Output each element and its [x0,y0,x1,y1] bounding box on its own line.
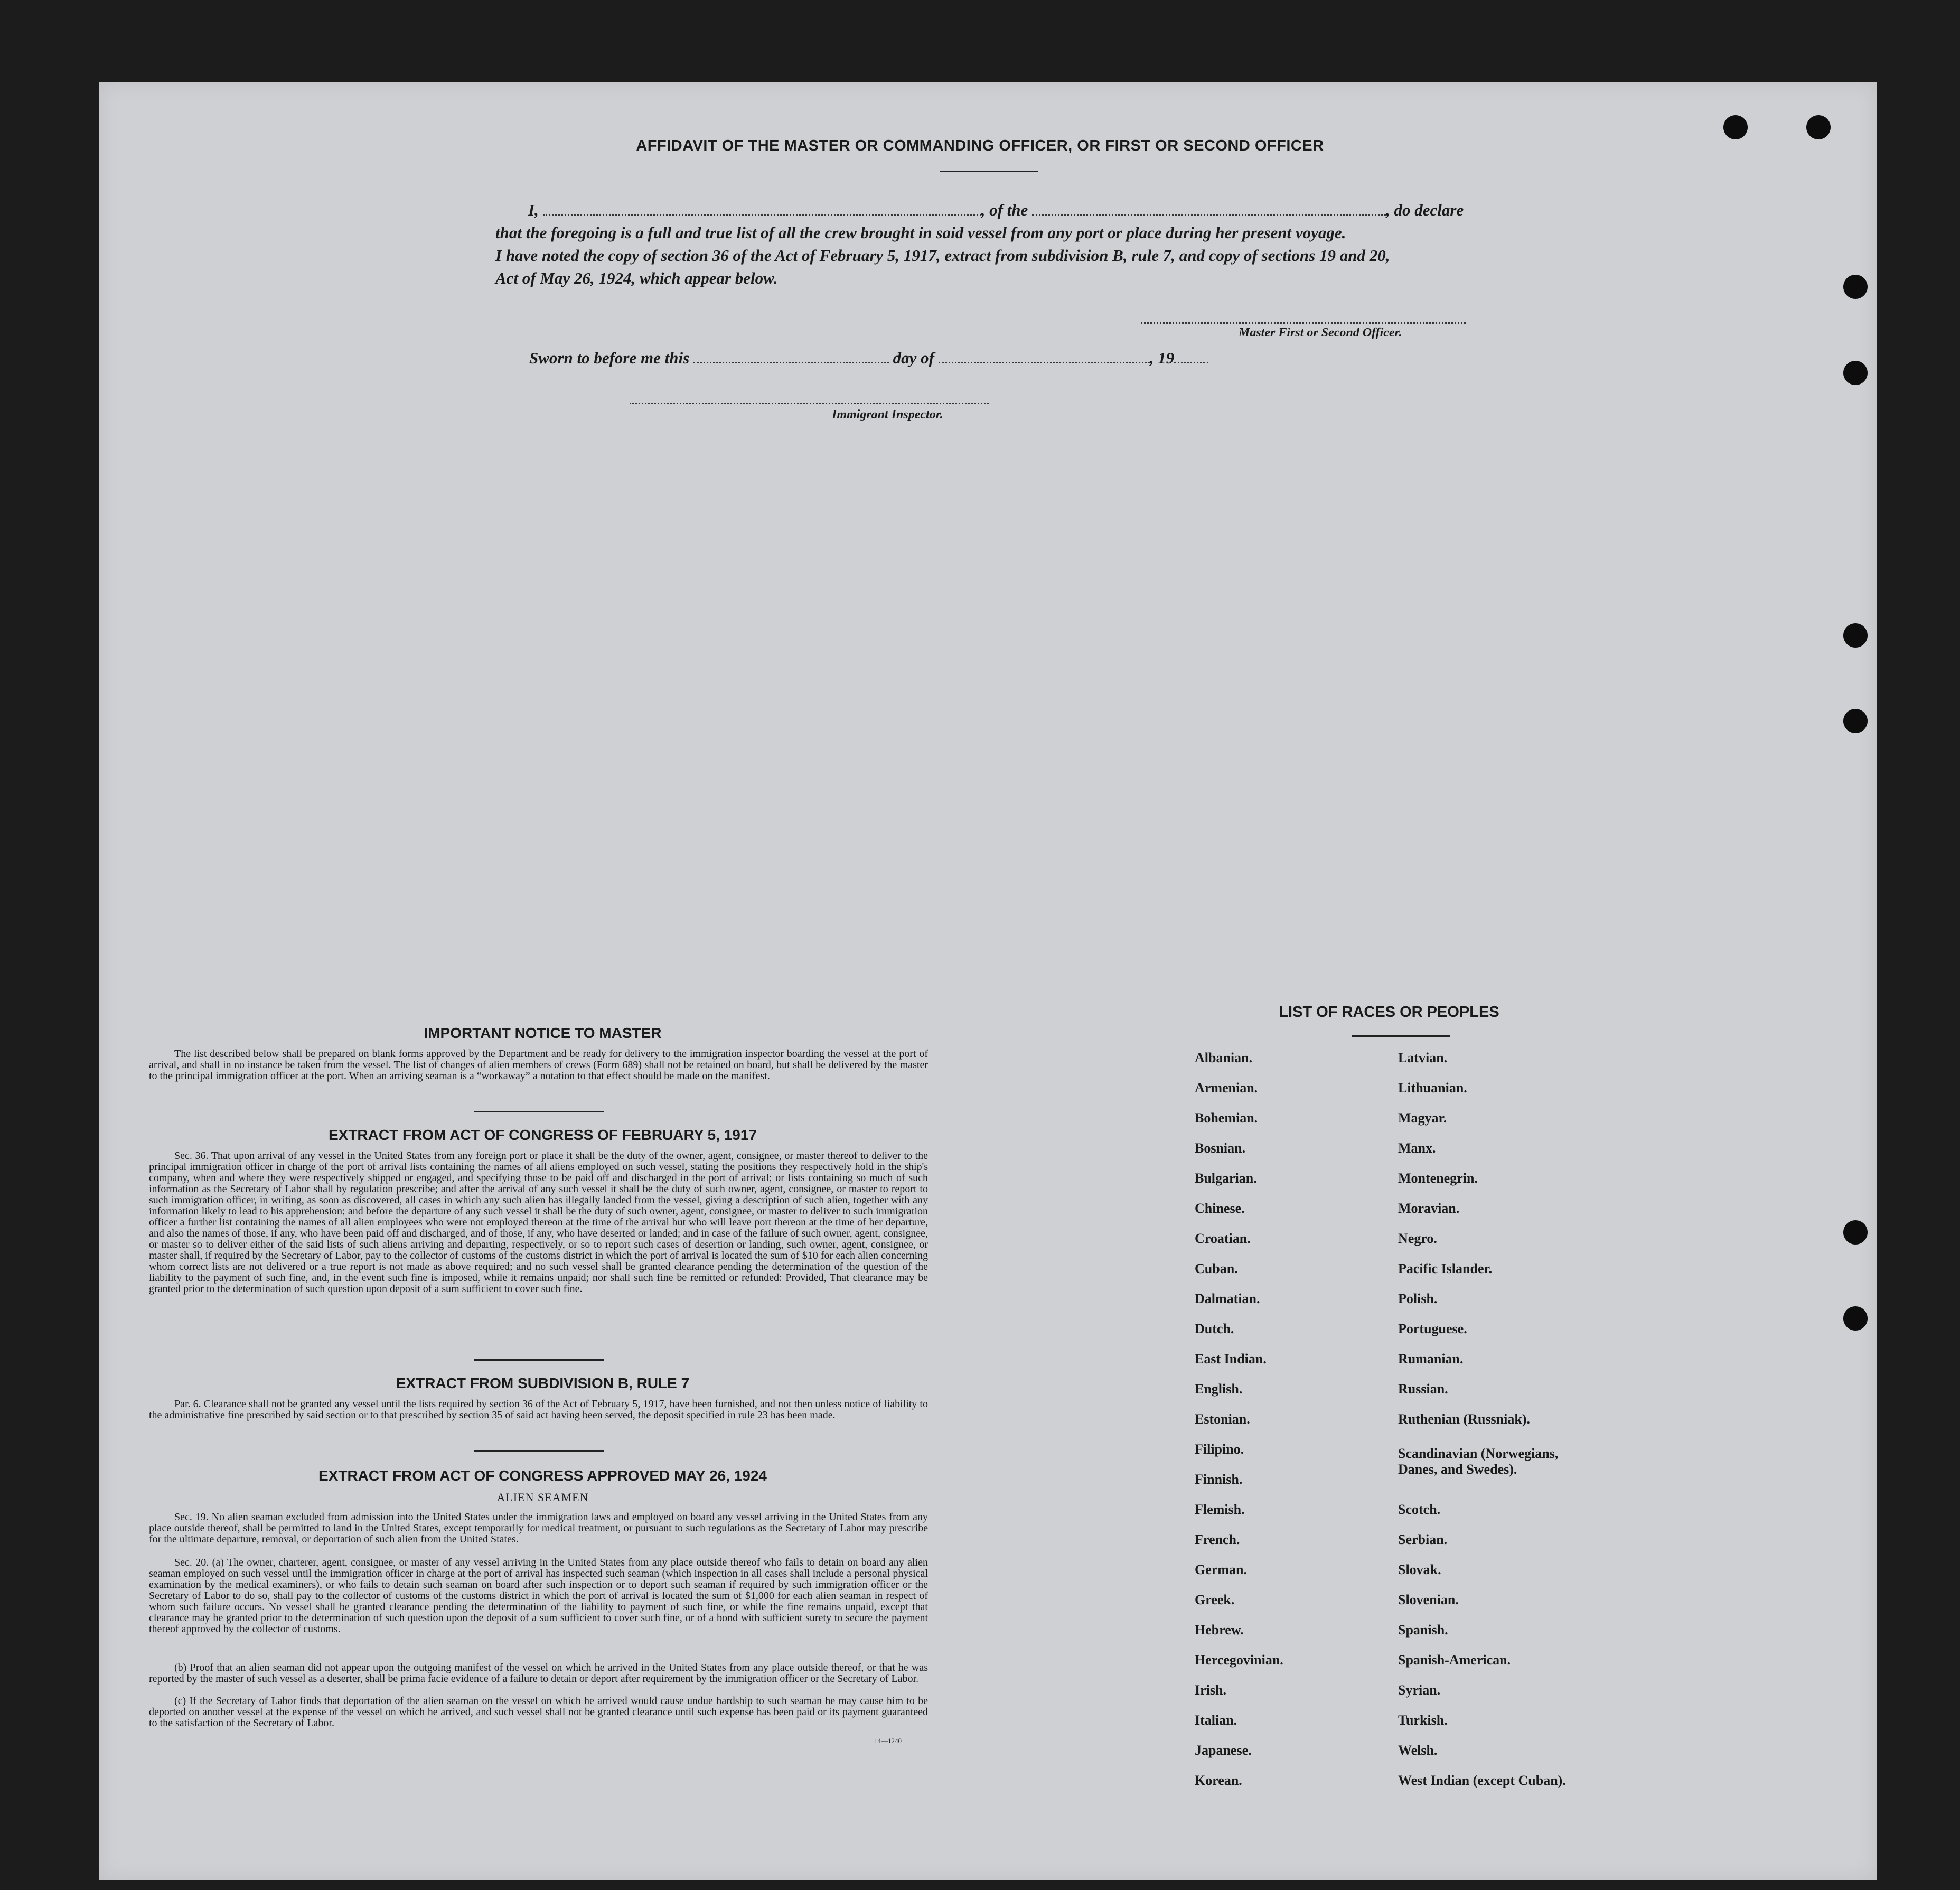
section-rule [474,1359,604,1361]
race-item: Flemish. [1195,1502,1245,1517]
race-item: Hebrew. [1195,1622,1244,1638]
sworn-month-field[interactable] [939,362,1150,363]
race-item: Croatian. [1195,1231,1251,1246]
race-item: Cuban. [1195,1261,1238,1276]
race-item: Montenegrin. [1398,1171,1478,1186]
races-title-rule [1352,1035,1450,1037]
form-number: 14—1240 [874,1737,902,1745]
vessel-name-field[interactable] [1032,214,1386,216]
punch-hole [1843,1306,1868,1331]
declarant-label: I, [528,201,539,219]
extract-1917-title: EXTRACT FROM ACT OF CONGRESS OF FEBRUARY 5, 1917 [328,1127,757,1143]
inspector-caption: Immigrant Inspector. [832,408,943,422]
notice-text: The list described below shall be prepared on blank forms approved by the Department and be ready for delivery to the immigration inspector boarding the vessel at the port of arrival, and shall in no instance be taken from the vessel. The list of changes of alien members of crews (Form 689) shall not be retained on board, but shall be delivered by the master to the principal immigration officer at the port. When an arriving seaman is a “workaway” a notation to that effect should be made on the manifest. [149,1048,928,1082]
extract-1917-text: Sec. 36. That upon arrival of any vessel in the United States from any foreign port or place it shall be the duty of the owner, agent, consignee, or master thereof to deliver to the principal immigration officer in charge of the port of arrival lists containing the names of all aliens employed on such vessel, stating the positions they respectively hold in the ship's company, when and where they were respectively shipped or engaged, and specifying those to be paid off and discharged in the port of arrival; or lists containing so much of such information as the Secretary of Labor shall by regulation prescribe; and after the arrival of any such vessel it shall be the duty of such owner, agent, consignee, or master to report to such immigration officer, in writing, as soon as discovered, all cases in which any such alien has illegally landed from the vessel, giving a description of such alien, together with any information likely to lead to his apprehension; and before the departure of any such vessel it shall be the duty of such owner, agent, consignee, or master to deliver to such immigration officer a further list containing the names of all alien employees who were not employed thereon at the time of the arrival but who will leave port thereon at the time of her departure, and also the names of those, if any, who have been paid off and discharged, and of those, if any, who have deserted or landed; and in case of the failure of such owner, agent, consignee, or master so to deliver either of the said lists of such aliens arriving and departing, respectively, or so to report such cases of desertion or landing, such owner, agent, consignee, or master shall, if required by the Secretary of Labor, pay to the collector of customs of the customs district in which the port of arrival is located the sum of $10 for each alien concerning whom correct lists are not delivered or a true report is not made as above required; and no such vessel shall be granted clearance pending the determination of the question of the liability to the payment of such fine, and, in the event such fine is imposed, while it remains unpaid; nor shall such fine be remitted or refunded: Provided, That clearance may be granted prior to the determination of such question upon deposit of a sum sufficient to cover such fine. [149,1150,928,1295]
affidavit-line-2: that the foregoing is a full and true list of all the crew brought in said vessel from any port or place during her present voyage. [495,223,1346,242]
races-column-1 [1195,1050,1283,1803]
race-item: Serbian. [1398,1532,1448,1547]
notice-title: IMPORTANT NOTICE TO MASTER [424,1025,662,1041]
race-item: Finnish. [1195,1472,1243,1487]
declaration-line [528,201,1464,220]
race-item: Bohemian. [1195,1110,1258,1126]
race-item: Danes, and Swedes). [1398,1462,1517,1477]
race-item: Bosnian. [1195,1140,1246,1156]
race-item: Bulgarian. [1195,1171,1257,1186]
race-item: Portuguese. [1398,1321,1467,1336]
sec20c-text: (c) If the Secretary of Labor finds that deportation of the alien seaman on the vessel on which he arrived would cause undue hardship to such seaman he may cause him to be deported on another vessel at the expense of the vessel on which he arrived, and such vessel shall not be granted clearance until such expense has been paid or its payment guaranteed to the satisfaction of the Secretary of Labor. [149,1695,928,1729]
title-rule [940,171,1038,172]
punch-hole [1806,115,1831,139]
race-item: Scandinavian (Norwegians, [1398,1446,1559,1461]
race-item: Moravian. [1398,1201,1460,1216]
race-item: Estonian. [1195,1411,1250,1427]
race-item: Irish. [1195,1682,1226,1698]
race-item: Russian. [1398,1381,1448,1397]
races-title: LIST OF RACES OR PEOPLES [1279,1004,1499,1021]
day-of-label: day of [893,349,934,367]
race-item: Dalmatian. [1195,1291,1260,1306]
inspector-signature-field[interactable] [630,403,989,404]
sworn-date-field[interactable] [693,362,889,363]
race-item: Manx. [1398,1140,1436,1156]
punch-hole [1843,275,1868,299]
punch-hole [1843,1220,1868,1245]
race-item: Slovak. [1398,1562,1441,1577]
race-item: Greek. [1195,1592,1235,1607]
sworn-line [529,349,1208,368]
rule7-text: Par. 6. Clearance shall not be granted any vessel until the lists required by section 36 of the Act of February 5, 1917, have been furnished, and not then unless notice of liability to the administrative fine prescribed by said section or to that prescribed by section 35 of said act having been served, the deposit specified in rule 23 has been made. [149,1398,928,1421]
race-item: Latvian. [1398,1050,1448,1065]
sec19-text: Sec. 19. No alien seaman excluded from admission into the United States under the immigration laws and employed on board any vessel arriving in the United States from any place outside thereof, shall be permitted to land in the United States, except temporarily for medical treatment, or pursuant to such regulations as the Secretary of Labor may prescribe for the ultimate departure, removal, or deportation of such alien from the United States. [149,1511,928,1545]
alien-seamen-subtitle: ALIEN SEAMEN [496,1491,589,1504]
race-item: Magyar. [1398,1110,1447,1126]
affidavit-title: AFFIDAVIT OF THE MASTER OR COMMANDING OFFICER, OR FIRST OR SECOND OFFICER [636,137,1324,154]
race-item: Syrian. [1398,1682,1441,1698]
race-item: Turkish. [1398,1713,1448,1728]
race-item: Polish. [1398,1291,1438,1306]
race-item: Pacific Islander. [1398,1261,1493,1276]
sworn-year-field[interactable] [1174,362,1208,363]
race-item: Welsh. [1398,1743,1438,1758]
of-the-label: , of the [981,201,1028,219]
master-signature-field[interactable] [1141,322,1466,324]
race-item: Japanese. [1195,1743,1252,1758]
race-item: French. [1195,1532,1240,1547]
race-item: Armenian. [1195,1080,1258,1096]
race-item: English. [1195,1381,1243,1397]
race-item: Rumanian. [1398,1351,1464,1367]
section-rule [474,1450,604,1452]
section-rule [474,1111,604,1112]
rule7-title: EXTRACT FROM SUBDIVISION B, RULE 7 [396,1375,690,1391]
sworn-label: Sworn to before me this [529,349,690,367]
race-item: Negro. [1398,1231,1437,1246]
race-item: Lithuanian. [1398,1080,1467,1096]
sec20a-text: Sec. 20. (a) The owner, charterer, agent, consignee, or master of any vessel arriving in the United States from any place outside thereof who fails to detain on board any alien seaman employed on such vessel until the immigration officer in charge at the port of arrival has inspected such seaman (which inspection in all cases shall include a personal physical examination by the medical examiners), or who fails to detain such seaman on board after such inspection or to deport such seaman if required by such immigration officer or the Secretary of Labor to do so, shall pay to the collector of customs of the customs district in which the port of arrival is located the sum of $1,000 for each alien seaman in respect of whom such failure occurs. No vessel shall be granted clearance pending the determination of the liability to payment of such fine, or while the fine remains unpaid, except that clearance may be granted prior to the determination of such question upon the deposit of a sum sufficient to cover such fine, or of a bond with sufficient surety to secure the payment thereof approved by the collector of customs. [149,1557,928,1635]
affidavit-line-3: I have noted the copy of section 36 of the Act of February 5, 1917, extract from subdivision B, rule 7, and copy of sections 19 and 20, [495,246,1390,265]
races-column-2 [1398,1050,1566,1803]
master-caption: Master First or Second Officer. [1239,326,1402,340]
punch-hole [1843,361,1868,385]
race-item: Spanish-American. [1398,1652,1511,1668]
race-item: Italian. [1195,1713,1237,1728]
affidavit-line-4: Act of May 26, 1924, which appear below. [495,269,778,287]
punch-hole [1843,709,1868,733]
year-label: , 19 [1149,349,1175,367]
race-item: Korean. [1195,1773,1242,1788]
race-item: Slovenian. [1398,1592,1459,1607]
sec20b-text: (b) Proof that an alien seaman did not appear upon the outgoing manifest of the vessel on which he arrived in the United States from any place outside thereof, or that he was reported by the master of such vessel as a deserter, shall be prima facie evidence of a failure to detain or deport after requirement by the immigration officer or the Secretary of Labor. [149,1662,928,1685]
declare-label: , do declare [1386,201,1464,219]
race-item: Dutch. [1195,1321,1234,1336]
punch-hole [1723,115,1748,139]
race-item: Spanish. [1398,1622,1448,1638]
declarant-name-field[interactable] [543,214,981,216]
race-item: Hercegovinian. [1195,1652,1283,1668]
race-item: Albanian. [1195,1050,1253,1065]
race-item: West Indian (except Cuban). [1398,1773,1566,1788]
race-item: Ruthenian (Russniak). [1398,1411,1530,1427]
race-item: Scotch. [1398,1502,1441,1517]
race-item: German. [1195,1562,1247,1577]
race-item: Chinese. [1195,1201,1245,1216]
extract-1924-title: EXTRACT FROM ACT OF CONGRESS APPROVED MAY 26, 1924 [318,1467,767,1484]
punch-hole [1843,623,1868,648]
race-item: East Indian. [1195,1351,1267,1367]
race-item: Filipino. [1195,1442,1244,1457]
